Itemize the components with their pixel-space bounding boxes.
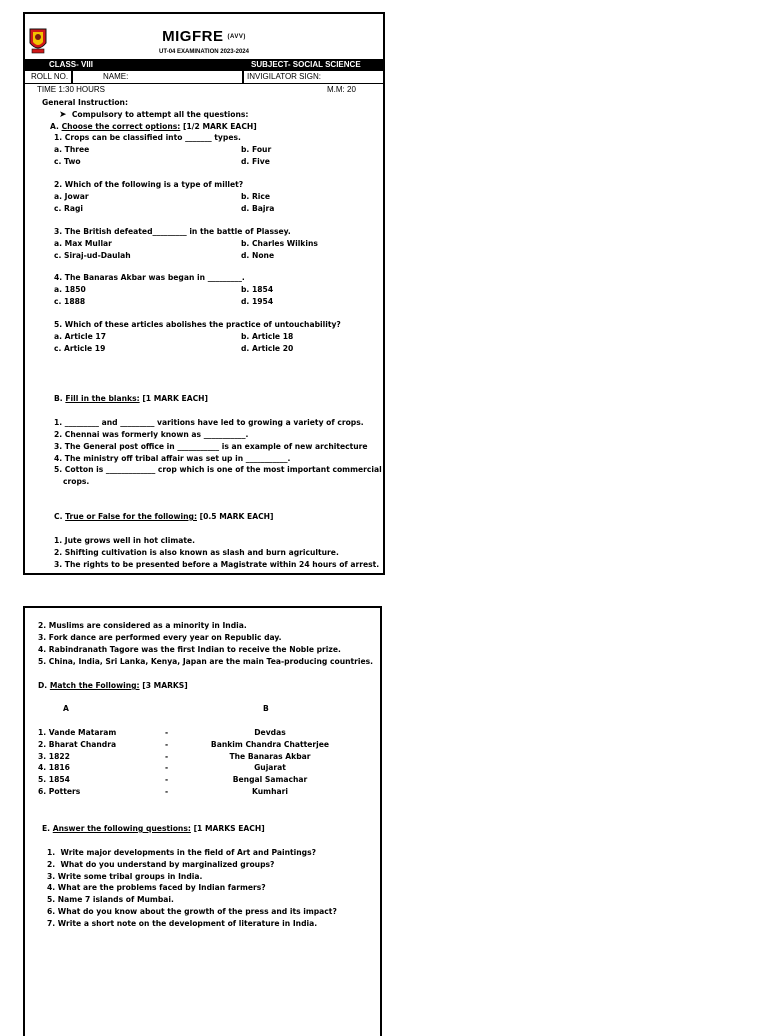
time-marks-row — [25, 84, 383, 95]
subject-label: SUBJECT- SOCIAL SCIENCE — [251, 60, 361, 69]
divider — [242, 71, 244, 83]
answer-question: 1. Write major developments in the field of Art and Paintings? — [47, 848, 317, 857]
mcq-option: d. Article 20 — [241, 344, 294, 353]
tf-item: 3. Fork dance are performed every year on Republic day. — [38, 633, 282, 642]
match-col-b-item: Kumhari — [252, 787, 288, 796]
match-col-a-item: 3. 1822 — [38, 751, 70, 761]
fill-blank-item: 2. Chennai was formerly known as ___________. — [54, 430, 249, 439]
match-col-a-item: 1. Vande Mataram — [38, 728, 117, 737]
fill-blank-item: 5. Cotton is _____________ crop which is one of the most important commercial — [54, 465, 382, 474]
mcq-option: b. Article 18 — [241, 332, 294, 341]
mcq-option: d. Five — [241, 157, 270, 166]
fill-blank-item: crops. — [63, 477, 90, 486]
match-col-b-item: The Banaras Akbar — [229, 751, 311, 761]
match-dash: - — [165, 763, 169, 773]
column-b-header: B — [263, 704, 269, 713]
answer-question: 6. What do you know about the growth of the press and its impact? — [47, 907, 337, 916]
tf-item: 3. The rights to be presented before a Magistrate within 24 hours of arrest. — [54, 560, 380, 569]
mcq-option: a. Max Mullar — [54, 239, 112, 248]
school-name: MIGFRE (AVV) — [162, 28, 246, 45]
mcq-option: d. None — [241, 251, 275, 260]
general-instruction-title: General Instruction: — [42, 98, 128, 107]
mcq-option: b. Four — [241, 145, 272, 154]
mcq-question: 3. The British defeated_________ in the battle of Plassey. — [54, 227, 291, 236]
answer-question: 2. What do you understand by marginalized groups? — [47, 859, 275, 869]
match-col-b-item: Gujarat — [254, 763, 286, 773]
school-suffix: (AVV) — [227, 34, 246, 41]
divider — [71, 71, 73, 83]
mcq-question: 4. The Banaras Akbar was began in _________. — [54, 273, 245, 282]
answer-question: 7. Write a short note on the development of literature in India. — [47, 918, 318, 928]
column-a-header: A — [63, 704, 69, 713]
name-label: NAME: — [103, 72, 129, 81]
answer-question: 5. Name 7 islands of Mumbai. — [47, 895, 174, 905]
match-col-a-item: 5. 1854 — [38, 775, 70, 785]
exam-page-2 — [23, 606, 382, 1036]
match-col-b-item: Bankim Chandra Chatterjee — [210, 739, 330, 749]
tf-item: 2. Muslims are considered as a minority in India. — [38, 621, 247, 630]
mcq-question: 1. Crops can be classified into _______ types. — [54, 133, 241, 142]
mcq-option: d. 1954 — [241, 297, 274, 306]
tf-item: 2. Shifting cultivation is also known as slash and burn agriculture. — [54, 548, 339, 557]
answer-question: 4. What are the problems faced by Indian farmers? — [47, 883, 266, 893]
match-col-a-item: 4. 1816 — [38, 763, 70, 773]
tf-item: 4. Rabindranath Tagore was the first Indian to receive the Noble prize. — [38, 645, 341, 654]
exam-page-1 — [23, 12, 385, 575]
mcq-option: a. Jowar — [54, 192, 89, 201]
mcq-question: 5. Which of these articles abolishes the practice of untouchability? — [54, 320, 341, 329]
roll-no-label: ROLL NO. — [31, 72, 69, 81]
mcq-option: c. Two — [54, 157, 81, 166]
class-label: CLASS- VIII — [49, 60, 94, 69]
fill-blank-item: 1. _________ and _________ varitions have led to growing a variety of crops. — [54, 418, 364, 427]
mcq-option: b. 1854 — [241, 285, 274, 294]
section-d-heading: D. Match the Following: [3 MARKS] — [38, 681, 188, 690]
match-dash: - — [165, 775, 169, 785]
mcq-option: c. Siraj-ud-Daulah — [54, 251, 131, 260]
arrow-bullet-icon: ➤ — [59, 110, 67, 120]
match-col-b-item: Bengal Samachar — [232, 775, 308, 785]
mcq-option: c. 1888 — [54, 297, 86, 306]
match-col-b-item: Devdas — [254, 728, 286, 737]
student-info-row — [25, 71, 383, 84]
tf-item: 1. Jute grows well in hot climate. — [54, 536, 196, 545]
mcq-option: c. Article 19 — [54, 344, 106, 353]
section-b-heading: B. Fill in the blanks: [1 MARK EACH] — [54, 394, 208, 403]
exam-title: UT-04 EXAMINATION 2023-2024 — [159, 49, 249, 55]
mcq-option: c. Ragi — [54, 204, 84, 213]
section-e-heading: E. Answer the following questions: [1 MARKS EACH] — [42, 824, 265, 833]
fill-blank-item: 3. The General post office in ___________ is an example of new architecture — [54, 442, 368, 451]
mcq-option: b. Charles Wilkins — [241, 239, 318, 248]
time-label: TIME 1:30 HOURS — [37, 85, 106, 94]
instruction-line: ➤ Compulsory to attempt all the questions: — [59, 110, 249, 120]
fill-blank-item: 4. The ministry off tribal affair was set up in ___________. — [54, 454, 291, 463]
section-a-heading: A. Choose the correct options: [1/2 MARK EACH] — [50, 122, 257, 131]
answer-question: 3. Write some tribal groups in India. — [47, 871, 203, 881]
mcq-option: a. 1850 — [54, 285, 86, 294]
section-c-heading: C. True or False for the following: [0.5 MARK EACH] — [54, 512, 274, 521]
match-col-a-item: 6. Potters — [38, 787, 81, 796]
mcq-option: b. Rice — [241, 192, 271, 201]
mcq-question: 2. Which of the following is a type of millet? — [54, 180, 244, 189]
match-dash: - — [165, 787, 169, 796]
match-dash: - — [165, 739, 169, 749]
tf-item: 5. China, India, Sri Lanka, Kenya, Japan are the main Tea-producing countries. — [38, 657, 374, 666]
max-marks-label: M.M: 20 — [327, 85, 356, 94]
match-dash: - — [165, 751, 169, 761]
mcq-option: d. Bajra — [241, 204, 275, 213]
match-dash: - — [165, 728, 169, 737]
mcq-option: a. Article 17 — [54, 332, 106, 341]
mcq-option: a. Three — [54, 145, 90, 154]
class-subject-bar — [25, 59, 383, 71]
invigilator-label: INVIGILATOR SIGN: — [247, 72, 321, 81]
match-col-a-item: 2. Bharat Chandra — [38, 739, 117, 749]
